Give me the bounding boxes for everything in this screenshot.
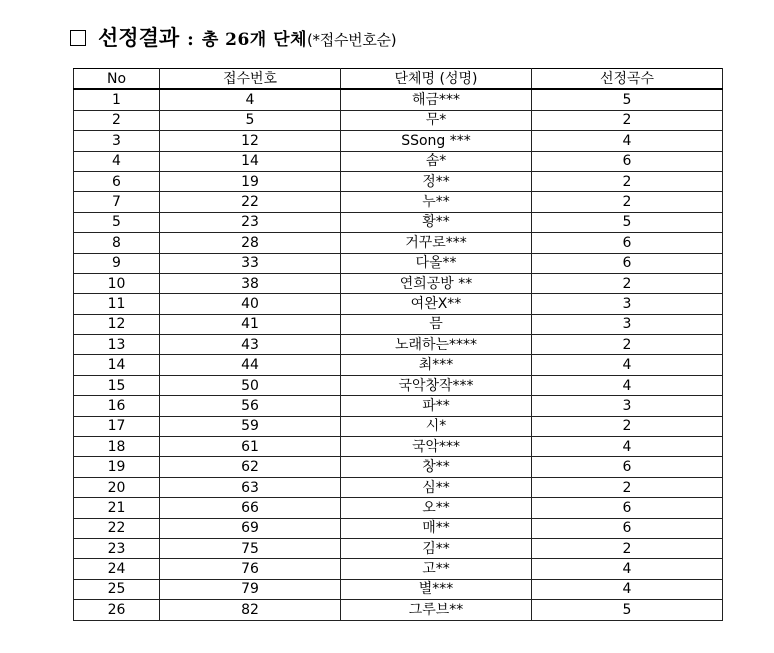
cell-no: 19 [74, 457, 160, 477]
table-row [74, 457, 723, 477]
cell-receipt-number: 41 [160, 314, 341, 334]
cell-group-name: 국악창작*** [341, 375, 532, 395]
cell-receipt-number: 19 [160, 171, 341, 191]
cell-receipt-number: 62 [160, 457, 341, 477]
table-row [74, 89, 723, 110]
cell-group-name: 시* [341, 416, 532, 436]
table-row [74, 335, 723, 355]
table-row [74, 355, 723, 375]
table-row [74, 559, 723, 579]
cell-receipt-number: 14 [160, 151, 341, 171]
cell-no: 4 [74, 151, 160, 171]
cell-group-name: 믐 [341, 314, 532, 334]
cell-selected-songs: 3 [532, 396, 723, 416]
cell-no: 16 [74, 396, 160, 416]
cell-selected-songs: 2 [532, 192, 723, 212]
cell-receipt-number: 33 [160, 253, 341, 273]
cell-group-name: 다올** [341, 253, 532, 273]
cell-group-name: 국악*** [341, 437, 532, 457]
cell-group-name: 황** [341, 212, 532, 232]
header-group-name: 단체명 (성명) [341, 69, 532, 90]
cell-receipt-number: 75 [160, 538, 341, 558]
cell-group-name: 오** [341, 498, 532, 518]
cell-group-name: 거꾸로*** [341, 233, 532, 253]
cell-receipt-number: 38 [160, 273, 341, 293]
cell-no: 11 [74, 294, 160, 314]
cell-receipt-number: 4 [160, 89, 341, 110]
table-row [74, 579, 723, 599]
table-row [74, 498, 723, 518]
cell-receipt-number: 5 [160, 110, 341, 130]
table-row [74, 375, 723, 395]
cell-receipt-number: 76 [160, 559, 341, 579]
cell-selected-songs: 4 [532, 559, 723, 579]
table-row [74, 273, 723, 293]
total-count: 총 26개 단체 [201, 30, 307, 50]
cell-selected-songs: 2 [532, 538, 723, 558]
table-row [74, 538, 723, 558]
cell-no: 22 [74, 518, 160, 538]
table-row [74, 171, 723, 191]
cell-receipt-number: 61 [160, 437, 341, 457]
cell-selected-songs: 4 [532, 437, 723, 457]
cell-no: 25 [74, 579, 160, 599]
checkbox-square-icon [70, 30, 86, 46]
cell-group-name: 연희공방 ** [341, 273, 532, 293]
cell-group-name: SSong *** [341, 131, 532, 151]
table-header-row [74, 69, 723, 90]
table-row [74, 294, 723, 314]
cell-selected-songs: 6 [532, 498, 723, 518]
cell-selected-songs: 5 [532, 89, 723, 110]
title-colon: : [187, 29, 194, 50]
cell-selected-songs: 6 [532, 233, 723, 253]
cell-selected-songs: 2 [532, 171, 723, 191]
cell-selected-songs: 6 [532, 151, 723, 171]
cell-receipt-number: 23 [160, 212, 341, 232]
cell-no: 24 [74, 559, 160, 579]
cell-no: 20 [74, 477, 160, 497]
cell-receipt-number: 56 [160, 396, 341, 416]
cell-receipt-number: 63 [160, 477, 341, 497]
table-row [74, 437, 723, 457]
cell-no: 21 [74, 498, 160, 518]
section-heading [70, 22, 396, 58]
cell-no: 26 [74, 600, 160, 620]
cell-no: 15 [74, 375, 160, 395]
cell-selected-songs: 4 [532, 131, 723, 151]
section-title: 선정결과 [98, 26, 180, 50]
cell-group-name: 매** [341, 518, 532, 538]
cell-group-name: 고** [341, 559, 532, 579]
cell-receipt-number: 28 [160, 233, 341, 253]
cell-selected-songs: 2 [532, 416, 723, 436]
cell-no: 14 [74, 355, 160, 375]
table-row [74, 151, 723, 171]
header-receipt-number: 접수번호 [160, 69, 341, 90]
results-table [73, 68, 723, 621]
cell-selected-songs: 2 [532, 335, 723, 355]
cell-no: 7 [74, 192, 160, 212]
cell-group-name: 해금*** [341, 89, 532, 110]
cell-group-name: 심** [341, 477, 532, 497]
table-row [74, 233, 723, 253]
cell-no: 6 [74, 171, 160, 191]
cell-no: 17 [74, 416, 160, 436]
sort-note: (*접수번호순) [307, 31, 397, 49]
cell-selected-songs: 5 [532, 212, 723, 232]
cell-group-name: 그루브** [341, 600, 532, 620]
table-body [74, 89, 723, 620]
cell-receipt-number: 82 [160, 600, 341, 620]
cell-no: 18 [74, 437, 160, 457]
cell-group-name: 파** [341, 396, 532, 416]
cell-receipt-number: 44 [160, 355, 341, 375]
cell-group-name: 솜* [341, 151, 532, 171]
cell-selected-songs: 2 [532, 477, 723, 497]
cell-receipt-number: 12 [160, 131, 341, 151]
cell-receipt-number: 59 [160, 416, 341, 436]
cell-receipt-number: 43 [160, 335, 341, 355]
cell-group-name: 김** [341, 538, 532, 558]
cell-no: 13 [74, 335, 160, 355]
cell-no: 2 [74, 110, 160, 130]
cell-selected-songs: 2 [532, 273, 723, 293]
cell-selected-songs: 3 [532, 314, 723, 334]
cell-receipt-number: 22 [160, 192, 341, 212]
table-row [74, 110, 723, 130]
cell-receipt-number: 50 [160, 375, 341, 395]
cell-no: 1 [74, 89, 160, 110]
cell-selected-songs: 6 [532, 518, 723, 538]
cell-no: 8 [74, 233, 160, 253]
cell-selected-songs: 4 [532, 355, 723, 375]
cell-no: 3 [74, 131, 160, 151]
cell-receipt-number: 79 [160, 579, 341, 599]
cell-selected-songs: 4 [532, 579, 723, 599]
table-row [74, 212, 723, 232]
cell-selected-songs: 3 [532, 294, 723, 314]
cell-receipt-number: 69 [160, 518, 341, 538]
cell-group-name: 누** [341, 192, 532, 212]
table-row [74, 477, 723, 497]
cell-receipt-number: 40 [160, 294, 341, 314]
cell-group-name: 무* [341, 110, 532, 130]
cell-selected-songs: 5 [532, 600, 723, 620]
cell-receipt-number: 66 [160, 498, 341, 518]
cell-selected-songs: 6 [532, 457, 723, 477]
cell-group-name: 최*** [341, 355, 532, 375]
cell-group-name: 노래하는**** [341, 335, 532, 355]
cell-selected-songs: 2 [532, 110, 723, 130]
cell-group-name: 정** [341, 171, 532, 191]
cell-no: 5 [74, 212, 160, 232]
table-row [74, 131, 723, 151]
table-row [74, 314, 723, 334]
cell-no: 12 [74, 314, 160, 334]
cell-no: 23 [74, 538, 160, 558]
cell-group-name: 별*** [341, 579, 532, 599]
table-row [74, 192, 723, 212]
table-row [74, 600, 723, 620]
cell-selected-songs: 4 [532, 375, 723, 395]
header-no: No [74, 69, 160, 90]
table-row [74, 518, 723, 538]
cell-group-name: 여완X** [341, 294, 532, 314]
cell-no: 9 [74, 253, 160, 273]
header-selected-songs: 선정곡수 [532, 69, 723, 90]
table-row [74, 253, 723, 273]
cell-selected-songs: 6 [532, 253, 723, 273]
table-row [74, 396, 723, 416]
cell-no: 10 [74, 273, 160, 293]
table-row [74, 416, 723, 436]
cell-group-name: 창** [341, 457, 532, 477]
